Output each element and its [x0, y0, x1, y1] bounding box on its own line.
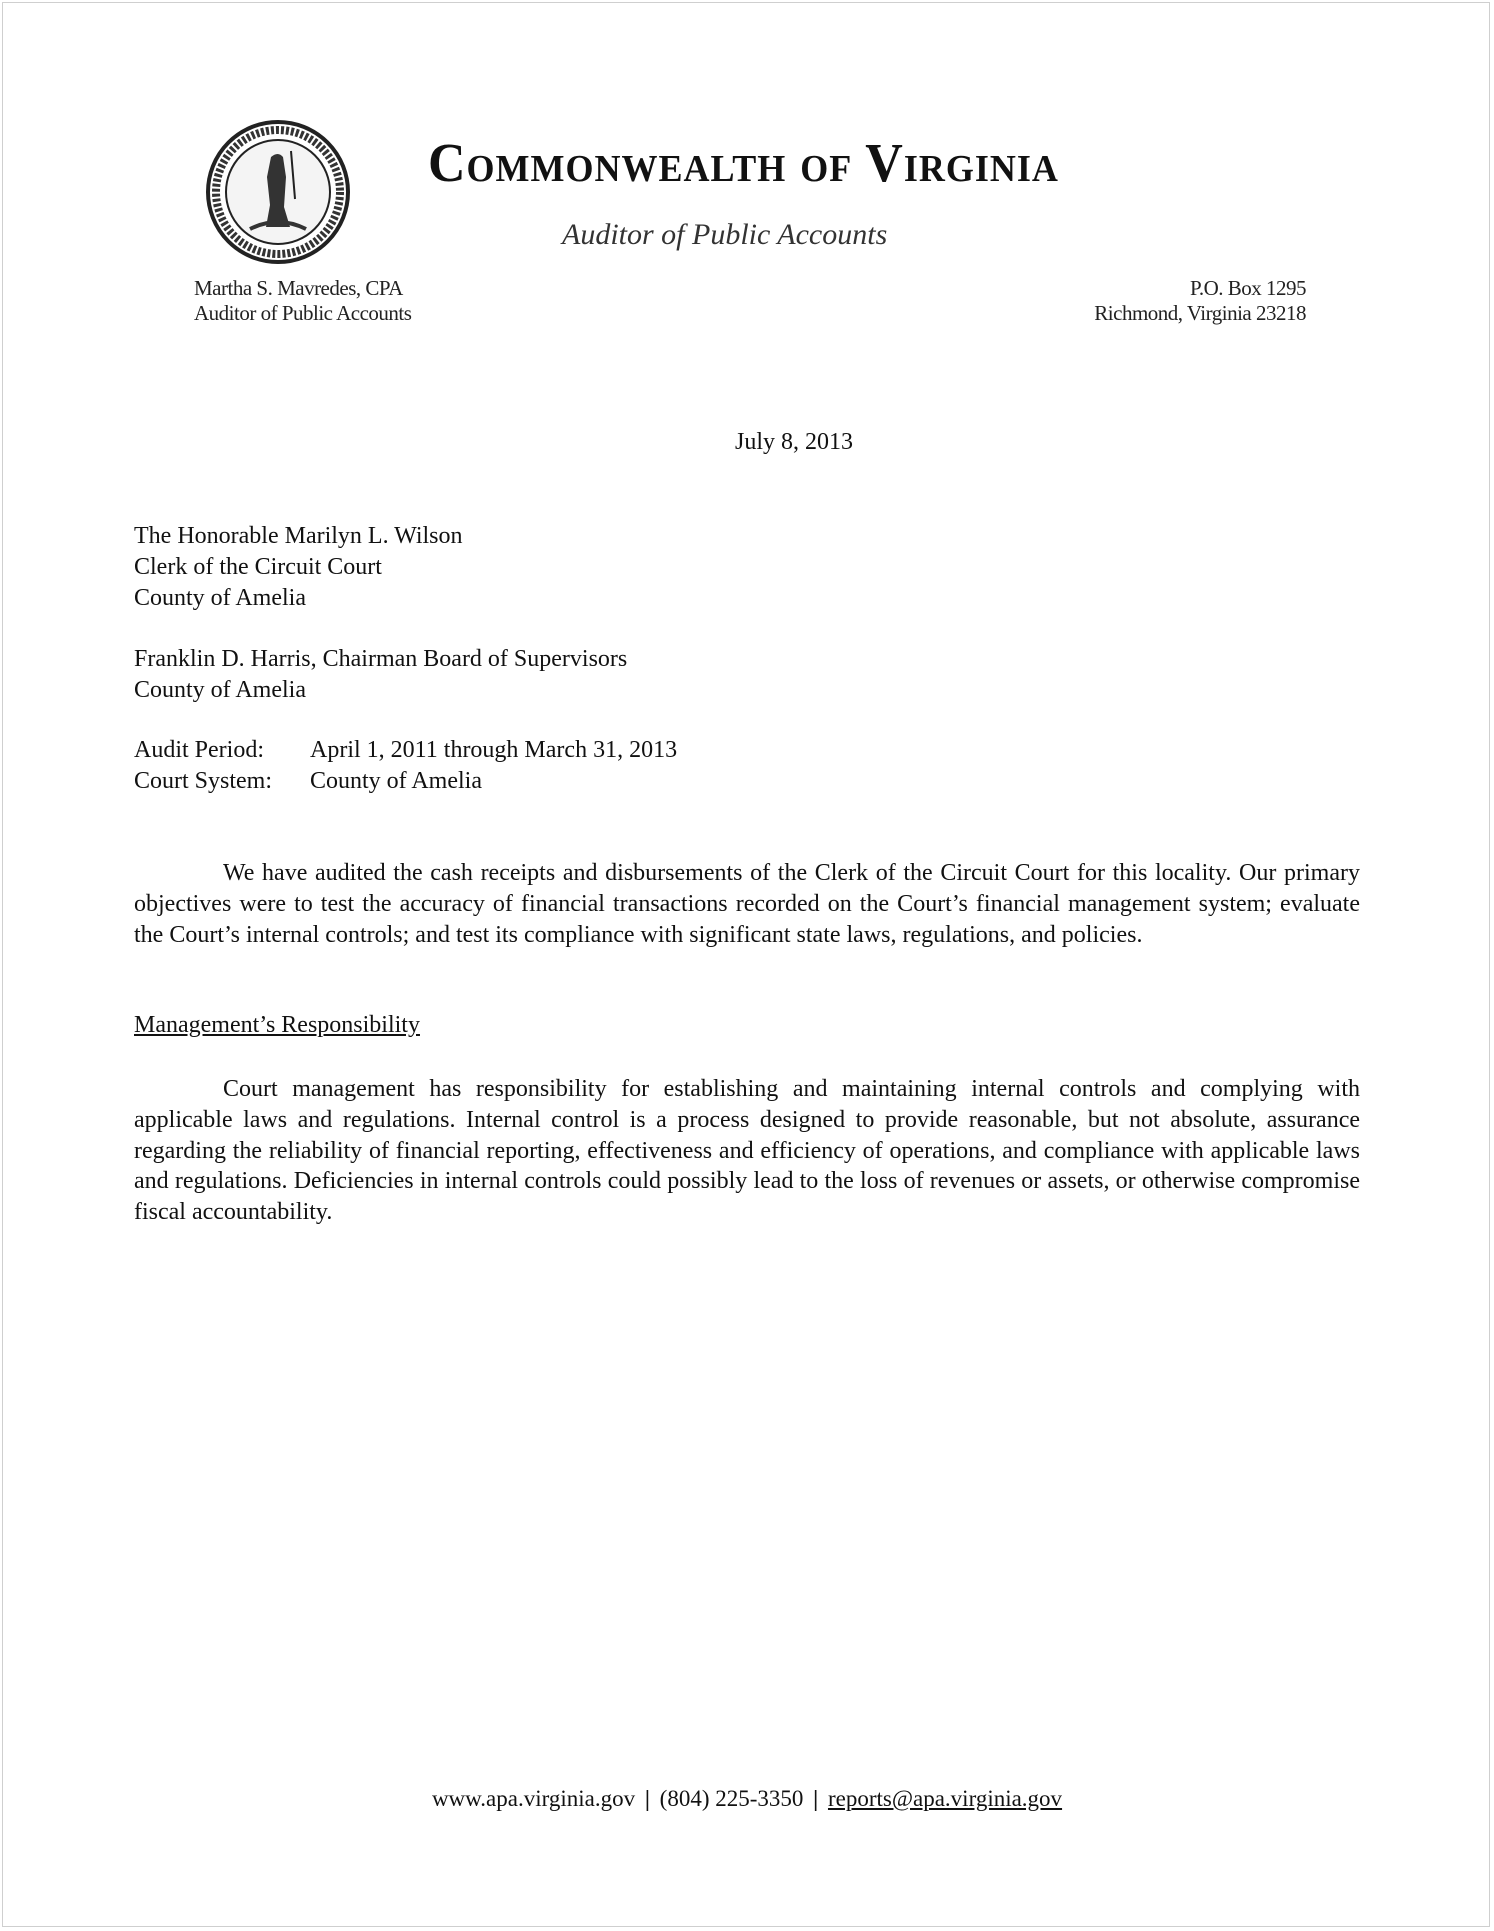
- auditor-info: [194, 276, 411, 326]
- email-link[interactable]: reports@apa.virginia.gov: [827, 1786, 1063, 1811]
- letter-date: July 8, 2013: [734, 429, 853, 455]
- responsibility-paragraph: [134, 1074, 1360, 1228]
- recipient-1: [134, 521, 463, 613]
- recipient-line: County of Amelia: [134, 676, 306, 703]
- recipient-line: Clerk of the Circuit Court: [134, 553, 382, 580]
- letterhead-subtitle: Auditor of Public Accounts: [562, 218, 888, 251]
- detail-value: April 1, 2011 through March 31, 2013: [310, 737, 678, 763]
- footer: [0, 1786, 1494, 1812]
- audit-period-row: [134, 735, 677, 766]
- city-state-zip: Richmond, Virginia 23218: [1094, 301, 1306, 325]
- detail-label: Court System:: [134, 767, 273, 794]
- court-system-row: [134, 766, 677, 797]
- detail-value: County of Amelia: [310, 767, 482, 794]
- website-link[interactable]: www.apa.virginia.gov: [431, 1786, 636, 1811]
- intro-paragraph: [134, 858, 1360, 950]
- mailing-address: [1094, 276, 1306, 326]
- virginia-seal-icon: [205, 119, 351, 265]
- separator: |: [644, 1786, 650, 1811]
- auditor-name: Martha S. Mavredes, CPA: [194, 276, 403, 300]
- letterhead-title: Commonwealth of Virginia: [428, 133, 1059, 194]
- section-heading: Management’s Responsibility: [134, 1012, 420, 1038]
- separator: |: [813, 1786, 819, 1811]
- audit-details: [134, 735, 677, 797]
- recipient-line: County of Amelia: [134, 584, 306, 611]
- phone-number: (804) 225-3350: [659, 1786, 804, 1811]
- detail-label: Audit Period:: [134, 737, 264, 763]
- intro-text: We have audited the cash receipts and disbursements of the Clerk of the Circuit Court for this locality. Our primary objectives were to test the accuracy of financial transactions recorded on the Court’s financial management system; evaluate the Court’s internal controls; and test its compliance with significant state laws, regulations, and policies.: [134, 860, 1360, 948]
- recipient-line: The Honorable Marilyn L. Wilson: [134, 523, 463, 549]
- responsibility-text: Court management has responsibility for establishing and maintaining internal controls and complying with applicable laws and regulations. Internal control is a process designed to provide reasonable, but not absolute, assurance regarding the reliability of financial reporting, effectiveness and efficiency of operations, and compliance with applicable laws and regulations. Deficiencies in internal controls could possibly lead to the loss of revenues or assets, or otherwise compromise fiscal accountability.: [134, 1076, 1360, 1226]
- po-box: P.O. Box 1295: [1189, 276, 1306, 300]
- recipient-2: [134, 644, 627, 706]
- auditor-role: Auditor of Public Accounts: [194, 301, 412, 325]
- recipient-line: Franklin D. Harris, Chairman Board of Supervisors: [134, 646, 628, 672]
